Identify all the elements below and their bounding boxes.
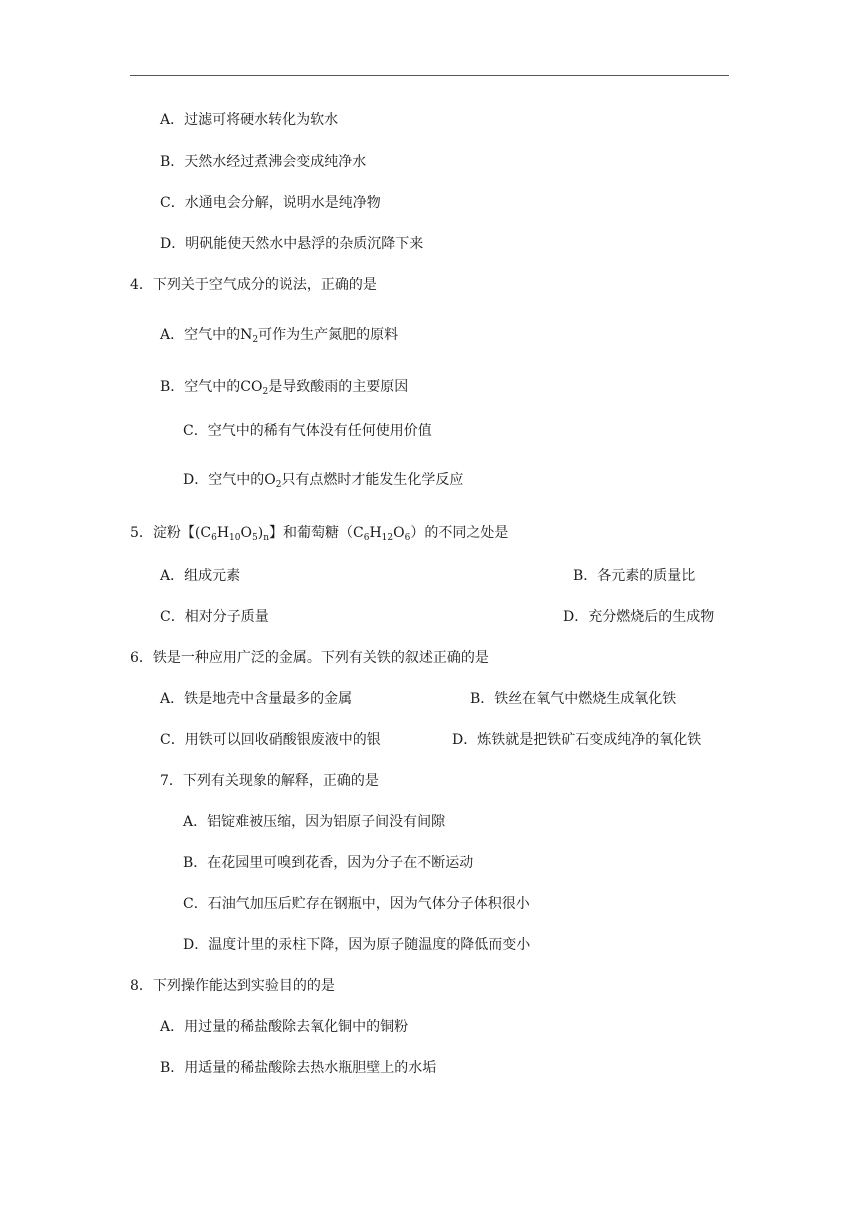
q7-stem: 7．下列有关现象的解释，正确的是	[160, 773, 379, 789]
q6-option-d: D．炼铁就是把铁矿石变成纯净的氧化铁	[452, 732, 702, 748]
q5-option-b: B．各元素的质量比	[573, 568, 696, 584]
q5-option-c: C．相对分子质量	[160, 609, 269, 625]
q6-option-c: C．用铁可以回收硝酸银废液中的银	[160, 732, 381, 748]
q4-stem: 4．下列关于空气成分的说法，正确的是	[130, 277, 377, 293]
q5-option-a: A．组成元素	[160, 568, 241, 584]
q8-option-a: A．用过量的稀盐酸除去氧化铜中的铜粉	[160, 1019, 409, 1035]
q6-option-a: A．铁是地壳中含量最多的金属	[160, 691, 353, 707]
q7-option-b: B．在花园里可嗅到花香，因为分子在不断运动	[183, 855, 474, 871]
q4-option-b: B．空气中的$CO_2$是导致酸雨的主要原因	[160, 379, 409, 397]
q3-option-c: C．水通电会分解，说明水是纯净物	[160, 195, 381, 211]
header-rule	[130, 75, 729, 76]
q8-option-b: B．用适量的稀盐酸除去热水瓶胆壁上的水垢	[160, 1060, 437, 1076]
q6-stem: 6．铁是一种应用广泛的金属。下列有关铁的叙述正确的是	[130, 650, 489, 666]
q8-stem: 8．下列操作能达到实验目的的是	[130, 978, 335, 994]
q4-option-a: A．空气中的$N_2$可作为生产氮肥的原料	[160, 327, 399, 345]
q5-stem: 5．淀粉【$(C_6H_{10}O_5)_n$】和葡萄糖$(C_6H_{12}O_6)$的不同之处是	[130, 525, 509, 543]
q7-option-d: D．温度计里的汞柱下降，因为原子随温度的降低而变小	[183, 937, 531, 953]
q3-option-d: D．明矾能使天然水中悬浮的杂质沉降下来	[160, 236, 424, 252]
q3-option-b: B．天然水经过煮沸会变成纯净水	[160, 154, 367, 170]
q7-option-a: A．铝锭难被压缩，因为铝原子间没有间隙	[183, 814, 446, 830]
q6-option-b: B．铁丝在氧气中燃烧生成氧化铁	[470, 691, 677, 707]
q5-option-d: D．充分燃烧后的生成物	[563, 609, 715, 625]
q4-option-d: D．空气中的$O_2$只有点燃时才能发生化学反应	[183, 472, 464, 490]
q7-option-c: C．石油气加压后贮存在钢瓶中，因为气体分子体积很小	[183, 896, 530, 912]
q3-option-a: A．过滤可将硬水转化为软水	[160, 112, 339, 128]
q4-option-c: C．空气中的稀有气体没有任何使用价值	[183, 423, 432, 439]
